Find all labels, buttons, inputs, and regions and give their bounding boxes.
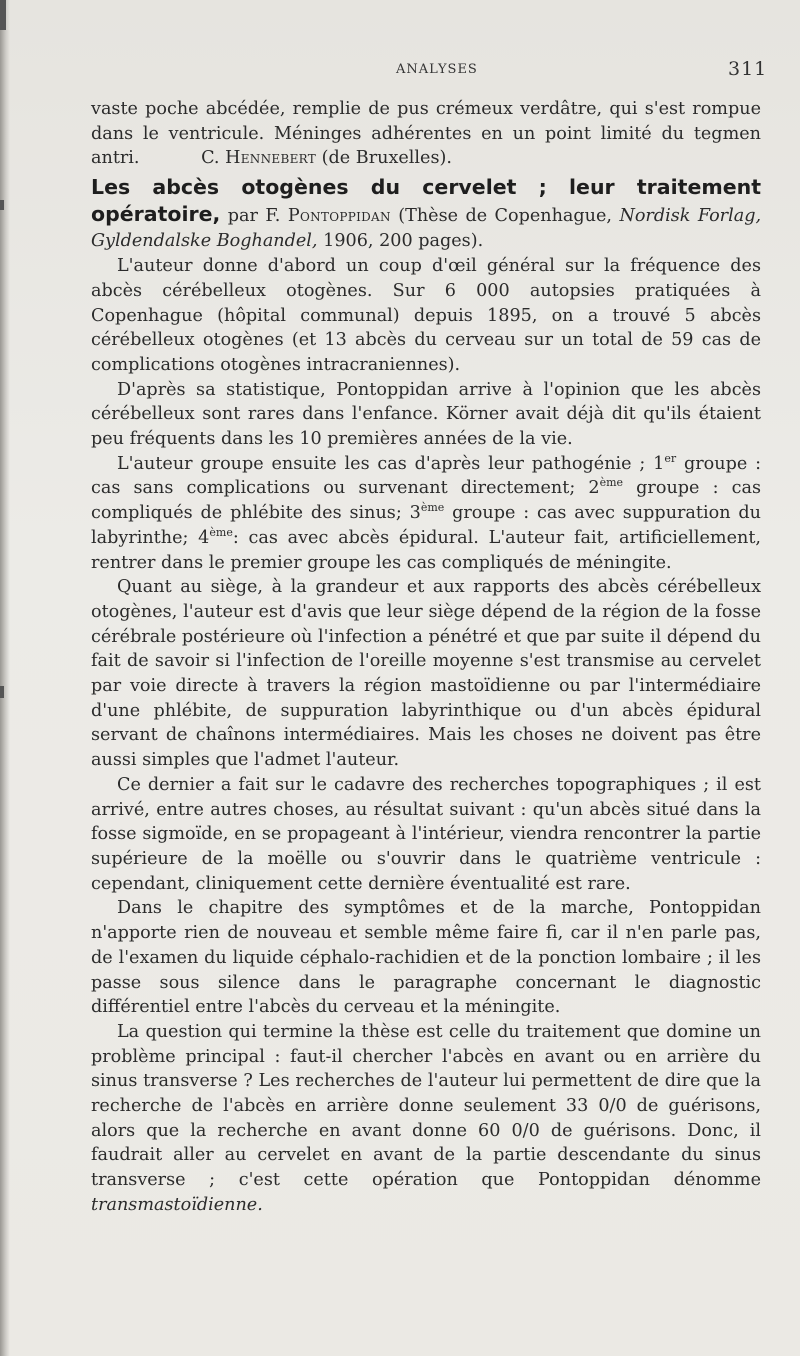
paragraph-3 [91, 452, 761, 576]
previous-review-text: vaste poche abcédée, remplie de pus crémeux verdâtre, qui s'est rompue dans le ventricule. Méninges adhérentes en un point limité du tegmen antri. [91, 99, 761, 169]
paragraph-3-part: groupe : cas sans complications ou survenant directement; 2 [91, 453, 761, 499]
article-source-end: 1906, 200 pages). [323, 231, 484, 252]
running-head: ANALYSES [396, 62, 478, 77]
edge-mark [0, 686, 4, 698]
ordinal-sup: ème [599, 476, 624, 490]
article-title: Les abcès otogènes du cervelet ; leur traitement opératoire, [91, 175, 761, 227]
paragraph-6: Dans le chapitre des symptômes et de la marche, Pontoppidan n'apporte rien de nouveau et semble même faire fi, car il n'en parle pas, de l'examen du liquide céphalo-rachidien et de la ponction lombaire ; il les passe sous silence dans le paragraphe concernant le diagnostic différentiel entre l'abcès du cerveau et la méningite. [91, 898, 761, 1018]
paragraph-2: D'après sa statistique, Pontoppidan arrive à l'opinion que les abcès cérébelleux sont rares dans l'enfance. Körner avait déjà dit qu'ils étaient peu fréquents dans les 10 premières années de la vie. [91, 379, 761, 450]
article-publisher: Nordisk Forlag, Gyldendalske Boghandel, [91, 206, 762, 252]
paragraph-3-part: groupe : cas compliqués de phlébite des sinus; 3 [91, 478, 761, 524]
paragraph-4: Quant au siège, à la grandeur et aux rapports des abcès cérébelleux otogènes, l'auteur est d'avis que leur siège dépend de la région de la fosse cérébrale postérieure où l'infection a pénétré et que par suite il dépend du fait de savoir si l'infection de l'oreille moyenne s'est transmise au cervelet par voie directe à travers la région mastoïdienne ou par l'intermédiaire d'une phlébite, de suppuration labyrinthique ou d'un abcès épidural servant de chaînons intermédiaires. Mais les choses ne doivent pas être aussi simples que l'admet l'auteur. [91, 577, 761, 771]
previous-review-end [91, 97, 761, 171]
paragraph-3-part: : cas avec abcès épidural. L'auteur fait, artificiellement, rentrer dans le premier groupe les cas compliqués de méningite. [91, 527, 761, 573]
edge-mark [0, 200, 4, 210]
ordinal-sup: ème [209, 525, 233, 539]
signature-name: Hennebert [225, 148, 317, 169]
ordinal-sup: ème [420, 501, 445, 515]
signature-initial: C. [201, 148, 220, 169]
author-name: Pontoppidan [287, 206, 391, 227]
page-body [91, 97, 761, 1218]
paragraph-3-part: L'auteur groupe ensuite les cas d'après leur pathogénie ; 1 [117, 453, 665, 474]
paragraph-1: L'auteur donne d'abord un coup d'œil général sur la fréquence des abcès cérébelleux otogènes. Sur 6 000 autopsies pratiquées à Copenhague (hôpital communal) depuis 1895, on a trouvé 5 abcès cérébelleux otogènes (et 13 abcès du cerveau sur un total de 59 cas de complications otogènes intracraniennes). [91, 256, 761, 375]
author-initial: F. [265, 206, 281, 227]
ordinal-sup: er [664, 451, 677, 465]
article-source: (Thèse de Copenhague, [398, 206, 613, 227]
page-number: 311 [728, 58, 768, 80]
paragraph-3-part: groupe : cas avec suppuration du labyrinthe; 4 [91, 503, 761, 548]
edge-mark [0, 0, 6, 30]
signature [201, 148, 452, 168]
paragraph-5: Ce dernier a fait sur le cadavre des recherches topographiques ; il est arrivé, entre autres choses, au résultat suivant : qu'un abcès situé dans la fosse sigmoïde, en se propageant à l'intérieur, viendra rencontrer la partie supérieure de la moëlle ou s'ouvrir dans le quatrième ventricule : cependant, cliniquement cette dernière éventualité est rare. [91, 774, 761, 894]
page-header [0, 58, 800, 82]
article-heading [91, 175, 761, 254]
paragraph-7-term: transmastoïdienne. [91, 1194, 263, 1215]
paragraph-7-text: La question qui termine la thèse est celle du traitement que domine un problème principal : faut-il chercher l'abcès en avant ou en arrière du sinus transverse ? Les recherches de l'auteur lui permettent de dire que la recherche de l'abcès en arrière donne seulement 33 0/0 de guérisons, alors que la recherche en avant donne 60 0/0 de guérisons. Donc, il faudrait aller au cervelet en avant de la partie descendante du sinus transverse ; c'est cette opération que Pontoppidan dénomme [91, 1021, 761, 1191]
article-by: par [227, 206, 258, 227]
paragraph-7 [91, 1020, 761, 1218]
signature-place: (de Bruxelles). [321, 148, 452, 169]
